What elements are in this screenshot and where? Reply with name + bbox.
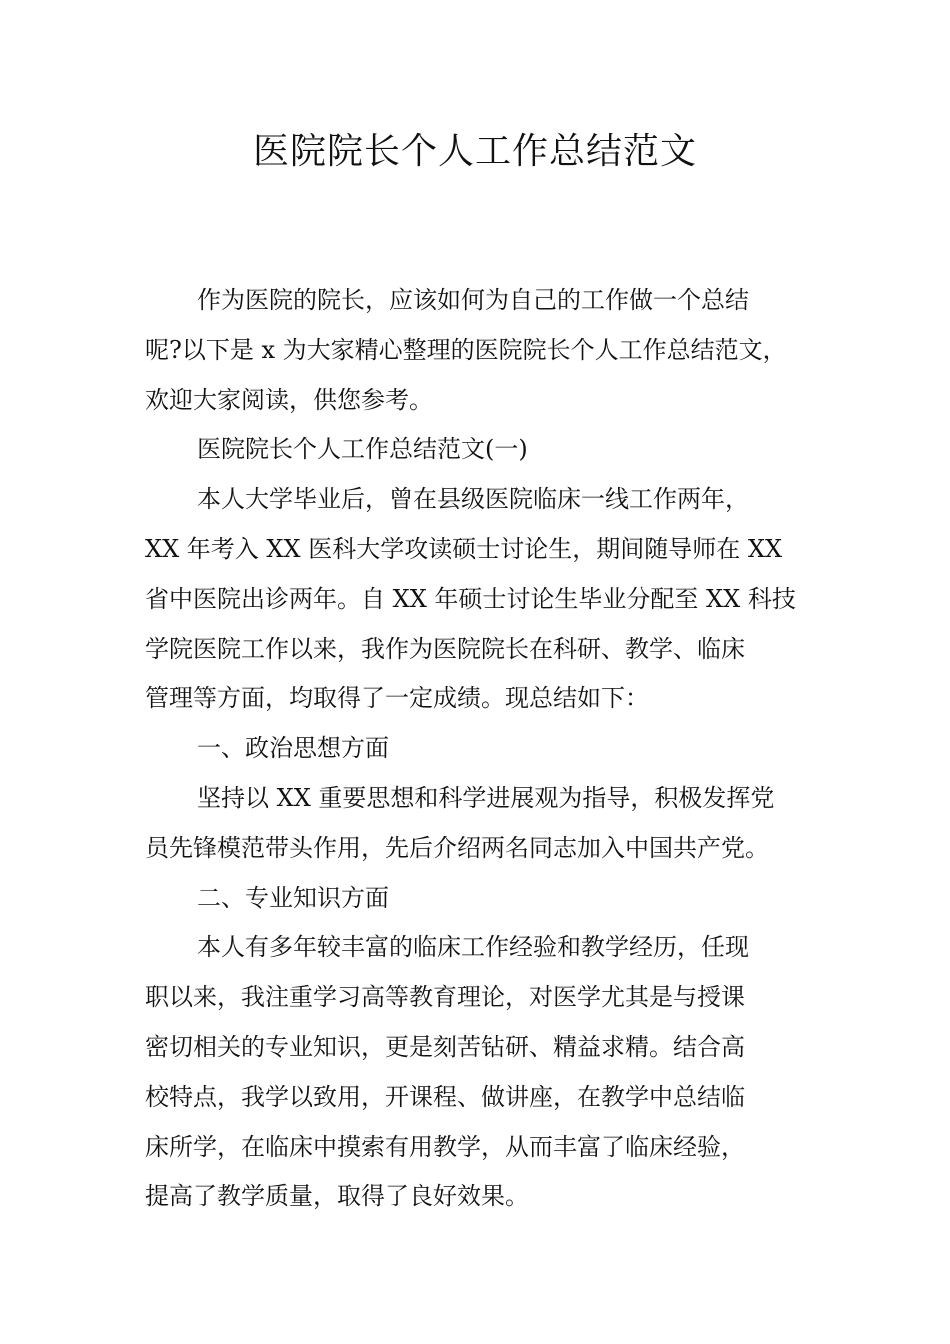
text-line: 本人大学毕业后，曾在县级医院临床一线工作两年，: [197, 485, 749, 514]
text-line: 员先锋模范带头作用，先后介绍两名同志加入中国共产党。: [145, 833, 769, 862]
document-body: [145, 276, 817, 1222]
text-line: 学院医院工作以来，我作为医院院长在科研、教学、临床: [145, 634, 745, 663]
text-line: 省中医院出诊两年。自 XX 年硕士讨论生毕业分配至 XX 科技: [145, 584, 796, 613]
text-line: 管理等方面，均取得了一定成绩。现总结如下：: [145, 684, 649, 713]
text-line: 校特点，我学以致用，开课程、做讲座，在教学中总结临: [145, 1082, 745, 1111]
section-heading: 医院院长个人工作总结范文(一): [197, 435, 528, 464]
section-heading: 二、专业知识方面: [197, 883, 389, 912]
text-line: 提高了教学质量，取得了良好效果。: [145, 1182, 529, 1211]
text-line: 呢?以下是 x 为大家精心整理的医院院长个人工作总结范文，: [145, 335, 787, 364]
page-title: 医院院长个人工作总结范文: [252, 131, 697, 172]
section-heading: 一、政治思想方面: [197, 734, 389, 763]
text-line: 本人有多年较丰富的临床工作经验和教学经历，任现: [197, 933, 749, 962]
text-line: XX 年考入 XX 医科大学攻读硕士讨论生，期间随导师在 XX: [145, 534, 783, 563]
text-line: 床所学，在临床中摸索有用教学，从而丰富了临床经验，: [145, 1132, 745, 1161]
text-line: 职以来，我注重学习高等教育理论，对医学尤其是与授课: [145, 983, 745, 1012]
text-line: 欢迎大家阅读，供您参考。: [145, 385, 433, 414]
text-line: 坚持以 XX 重要思想和科学进展观为指导，积极发挥党: [197, 783, 775, 812]
text-line: 密切相关的专业知识，更是刻苦钻研、精益求精。结合高: [145, 1032, 745, 1061]
text-line: 作为医院的院长，应该如何为自己的工作做一个总结: [197, 286, 749, 314]
